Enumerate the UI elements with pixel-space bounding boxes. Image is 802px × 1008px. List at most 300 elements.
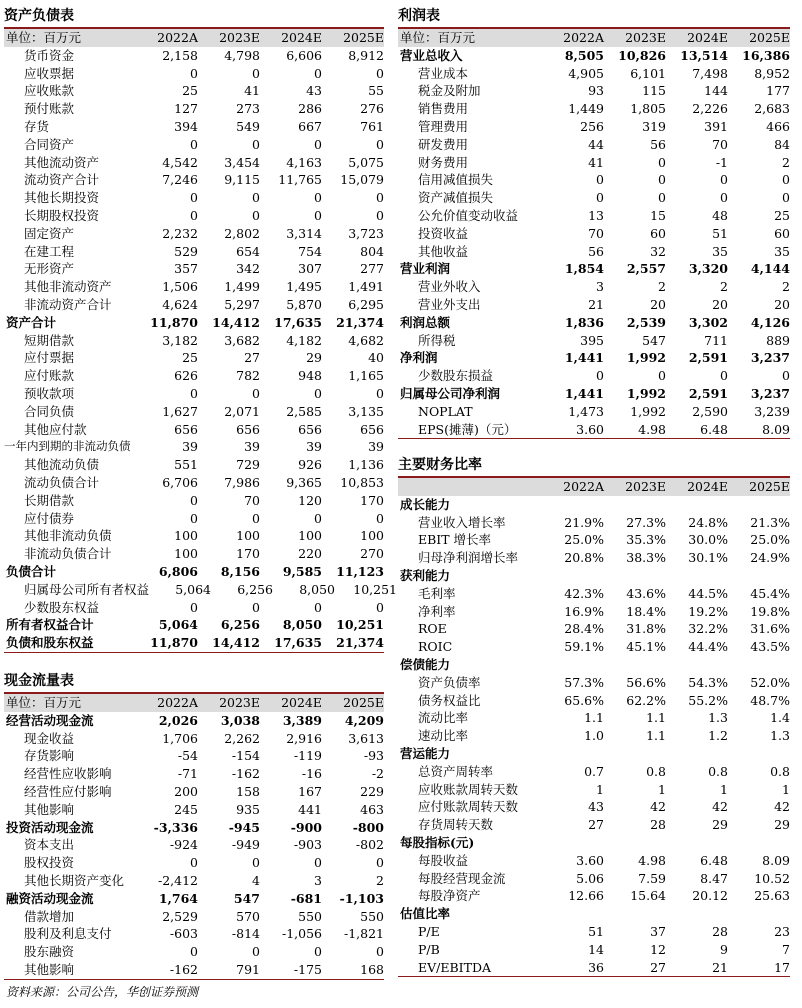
row-value: 2,232 [162, 225, 198, 241]
row-value: 32 [650, 243, 666, 259]
row-value: 245 [174, 801, 198, 817]
row-value: -1,056 [281, 926, 322, 942]
table-row [398, 638, 790, 656]
table-row [398, 82, 790, 100]
row-value: 2 [376, 872, 384, 888]
row-value: 16,386 [742, 47, 790, 63]
header-year: 2024E [687, 479, 728, 494]
table-row [4, 154, 384, 172]
row-value: 2,916 [286, 730, 322, 746]
row-value: 3,723 [348, 225, 384, 241]
table-row [4, 349, 384, 367]
row-label: 其他流动资产 [24, 154, 100, 170]
row-value: 8,050 [282, 617, 322, 633]
row-value: 0 [252, 510, 260, 526]
table-row [398, 923, 790, 941]
row-value: -924 [169, 837, 198, 853]
row-value: 0 [190, 190, 198, 206]
row-value: 0 [252, 207, 260, 223]
table-row [398, 47, 790, 65]
row-value: 948 [298, 368, 322, 384]
row-value: 24.9% [750, 550, 790, 566]
row-value: 2 [782, 279, 790, 295]
row-value: 10,251 [353, 581, 398, 597]
header-year: 2025E [749, 30, 790, 45]
row-value: 43.6% [626, 585, 666, 601]
table-row [4, 616, 384, 634]
table-row [398, 514, 790, 532]
row-label: 应收账款周转天数 [418, 781, 519, 797]
row-value: 28 [712, 923, 728, 939]
table-row [398, 496, 790, 514]
row-value: 395 [580, 332, 604, 348]
row-value: 1.4 [770, 710, 790, 726]
table-row [4, 474, 384, 492]
row-value: 51 [712, 225, 728, 241]
row-value: 70 [588, 225, 604, 241]
row-value: 23 [774, 923, 790, 939]
row-value: -16 [301, 766, 322, 782]
row-value: 319 [642, 118, 666, 134]
row-label: EPS(摊薄)（元） [418, 421, 517, 437]
row-value: 782 [236, 368, 260, 384]
row-value: -162 [231, 766, 260, 782]
row-value: 48.7% [750, 692, 790, 708]
row-value: 342 [236, 261, 260, 277]
row-value: 547 [233, 890, 260, 906]
row-label: NOPLAT [418, 403, 473, 419]
row-value: 8,505 [564, 47, 604, 63]
row-label: 每股指标(元) [400, 834, 475, 850]
row-value: 3,239 [754, 403, 790, 419]
row-value: 17,635 [274, 314, 322, 330]
row-value: 0 [782, 190, 790, 206]
row-value: 45.4% [750, 585, 790, 601]
row-value: 39 [182, 439, 198, 455]
row-value: -162 [169, 961, 198, 977]
table-row [4, 712, 384, 730]
row-value: 549 [236, 118, 260, 134]
row-value: 463 [360, 801, 384, 817]
row-value: 2,026 [158, 712, 198, 728]
row-value: 0 [376, 855, 384, 871]
row-label: 归属母公司净利润 [400, 385, 501, 401]
table-row [398, 692, 790, 710]
row-value: 2,591 [688, 385, 728, 401]
row-value: 3,135 [348, 403, 384, 419]
row-label: 总资产周转率 [418, 763, 494, 779]
row-value [604, 834, 666, 852]
row-value: 229 [360, 783, 384, 799]
row-label: 其他非流动负债 [24, 528, 112, 544]
row-value: 25.0% [750, 532, 790, 548]
table-row [398, 100, 790, 118]
row-value: 0 [190, 492, 198, 508]
row-value: 4.98 [638, 421, 666, 437]
row-label: 净利润 [400, 350, 438, 366]
row-value: 1,854 [564, 261, 604, 277]
table-row [398, 887, 790, 905]
row-value: 35 [774, 243, 790, 259]
row-value: 3,237 [750, 385, 790, 401]
table-row [4, 510, 384, 528]
row-value [542, 567, 604, 585]
table-row [398, 727, 790, 745]
row-value: 0 [376, 599, 384, 615]
row-value: 12.66 [568, 888, 604, 904]
row-value: 0 [190, 385, 198, 401]
row-value: 1 [658, 781, 666, 797]
row-value: 9,365 [286, 474, 322, 490]
row-value: 100 [298, 528, 322, 544]
row-label: 应付票据 [24, 350, 75, 366]
row-label: 所得税 [418, 332, 456, 348]
row-value: 45.1% [626, 639, 666, 655]
row-value: 27 [244, 350, 260, 366]
table-row [398, 763, 790, 781]
row-value: 30.1% [688, 550, 728, 566]
row-value: 31.8% [626, 621, 666, 637]
row-value: 43 [588, 799, 604, 815]
row-value: 52.0% [750, 674, 790, 690]
table-row [398, 296, 790, 314]
row-value: 158 [236, 783, 260, 799]
row-value: 0 [658, 368, 666, 384]
table-row [398, 136, 790, 154]
row-value: -949 [231, 837, 260, 853]
row-label: 获利能力 [400, 567, 451, 583]
row-value [542, 745, 604, 763]
row-value: 84 [774, 136, 790, 152]
row-value: 1 [782, 781, 790, 797]
row-value: 656 [174, 421, 198, 437]
row-value: 5,297 [224, 296, 260, 312]
row-value: 25.63 [754, 888, 790, 904]
row-value: 11,765 [278, 172, 322, 188]
row-value: 0 [314, 510, 322, 526]
row-value: 39 [306, 439, 322, 455]
row-value: 0 [252, 599, 260, 615]
row-value: 7 [782, 941, 790, 957]
row-label: 应收账款 [24, 83, 75, 99]
row-value: 170 [236, 546, 260, 562]
row-value: 15 [650, 207, 666, 223]
table-row [398, 941, 790, 959]
row-value: 3,314 [286, 225, 322, 241]
table-row [398, 189, 790, 207]
table-header-row [4, 694, 384, 712]
table-row [398, 278, 790, 296]
row-value: 2,529 [162, 908, 198, 924]
row-label: 所有者权益合计 [6, 617, 94, 633]
row-value: 17,635 [274, 635, 322, 651]
row-label: 借款增加 [24, 908, 75, 924]
income-statement-rows [398, 29, 790, 439]
row-value: -93 [363, 748, 384, 764]
row-value: 926 [298, 457, 322, 473]
table-row [4, 456, 384, 474]
row-value: 70 [244, 492, 260, 508]
row-value: 754 [298, 243, 322, 259]
row-value: 711 [704, 332, 728, 348]
table-row [4, 278, 384, 296]
row-value: 0 [190, 136, 198, 152]
row-value: 0 [252, 190, 260, 206]
row-value: 10.52 [754, 870, 790, 886]
table-row [4, 243, 384, 261]
header-unit: 单位：百万元 [400, 30, 476, 45]
table-row [398, 781, 790, 799]
row-value: 656 [298, 421, 322, 437]
header-year: 2025E [749, 479, 790, 494]
row-value: 1,506 [162, 279, 198, 295]
row-value: -800 [352, 819, 384, 835]
row-value: 41 [588, 154, 604, 170]
row-value: 0 [658, 172, 666, 188]
row-value: 56 [650, 136, 666, 152]
row-value: 21,374 [336, 635, 384, 651]
header-year: 2022A [563, 479, 604, 494]
row-label: 净利率 [418, 603, 456, 619]
table-row [398, 65, 790, 83]
row-value: 2,262 [224, 730, 260, 746]
row-label: 资产负债率 [418, 674, 481, 690]
table-row [398, 349, 790, 367]
row-value: -119 [293, 748, 322, 764]
row-value: 177 [766, 83, 790, 99]
row-value: 14 [588, 941, 604, 957]
table-row [398, 385, 790, 403]
row-value: 4,209 [344, 712, 384, 728]
row-value: 0 [190, 207, 198, 223]
table-row [4, 545, 384, 563]
row-value: 4,182 [286, 332, 322, 348]
row-value: 1,441 [564, 350, 604, 366]
row-value: 2,539 [626, 314, 666, 330]
row-value: 120 [298, 492, 322, 508]
row-value: 466 [766, 118, 790, 134]
row-label: 毛利率 [418, 585, 456, 601]
row-value: 3.60 [576, 852, 604, 868]
row-label: 其他应付款 [24, 421, 87, 437]
table-row [4, 82, 384, 100]
table-row [4, 765, 384, 783]
row-value: 35.3% [626, 532, 666, 548]
row-label: 公允价值变动收益 [418, 207, 519, 223]
row-value: 7,986 [224, 474, 260, 490]
table-row [4, 367, 384, 385]
row-value: 4,682 [348, 332, 384, 348]
table-row [4, 65, 384, 83]
row-value: 0.8 [770, 763, 790, 779]
row-value: 21 [588, 296, 604, 312]
row-value: 0 [658, 190, 666, 206]
row-value: 3 [596, 279, 604, 295]
row-value: 804 [360, 243, 384, 259]
row-value: -2 [371, 766, 384, 782]
table-row [398, 870, 790, 888]
row-value: 8,156 [220, 563, 260, 579]
row-value: 2,071 [224, 403, 260, 419]
row-value: 0 [376, 510, 384, 526]
row-value: 24.8% [688, 514, 728, 530]
table-row [4, 819, 384, 837]
table-row [398, 745, 790, 763]
table-row [4, 403, 384, 421]
row-value: 1.1 [646, 710, 666, 726]
row-value: 0 [596, 172, 604, 188]
row-value: 20.8% [564, 550, 604, 566]
row-value: 2,226 [692, 101, 728, 117]
row-value: -903 [293, 837, 322, 853]
row-value: 1.3 [708, 710, 728, 726]
row-label: 偿债能力 [400, 656, 451, 672]
row-label: 一年内到期的非流动负债 [4, 439, 131, 454]
row-value: 55.2% [688, 692, 728, 708]
row-value: 0 [314, 855, 322, 871]
row-value: 6,806 [158, 563, 198, 579]
row-value: 1,441 [564, 385, 604, 401]
row-value: 1 [720, 781, 728, 797]
row-value: -54 [177, 748, 198, 764]
row-value: 791 [236, 961, 260, 977]
row-value: -681 [290, 890, 322, 906]
header-year: 2024E [281, 695, 322, 710]
row-value: 38.3% [626, 550, 666, 566]
row-value: -814 [231, 926, 260, 942]
row-value: -71 [177, 766, 198, 782]
row-value: 2,590 [692, 403, 728, 419]
row-value: 170 [360, 492, 384, 508]
row-value: 667 [298, 118, 322, 134]
row-value: 270 [360, 546, 384, 562]
table-row [398, 620, 790, 638]
row-value: 28.4% [564, 621, 604, 637]
row-value: 70 [712, 136, 728, 152]
row-label: 归母净利润增长率 [418, 550, 519, 566]
row-value [604, 656, 666, 674]
row-label: 存货周转天数 [418, 817, 494, 833]
row-value: 256 [580, 118, 604, 134]
row-value: 0 [596, 368, 604, 384]
row-value: 2 [720, 279, 728, 295]
row-label: 经营活动现金流 [6, 712, 94, 728]
row-value: 761 [360, 118, 384, 134]
row-value: 550 [298, 908, 322, 924]
row-label: 其他影响 [24, 801, 75, 817]
row-value: 42 [712, 799, 728, 815]
cashflow-title: 现金流量表 [4, 670, 384, 694]
row-value [542, 656, 604, 674]
row-value: 11,123 [336, 563, 384, 579]
row-value: -175 [293, 961, 322, 977]
row-label: 应付债券 [24, 510, 75, 526]
row-value [604, 745, 666, 763]
row-value: 4,624 [162, 296, 198, 312]
row-value: 0 [252, 65, 260, 81]
row-value: -603 [169, 926, 198, 942]
row-value: 3,320 [688, 261, 728, 277]
row-label: 合同负债 [24, 403, 75, 419]
row-label: 营业总收入 [400, 47, 463, 63]
row-value: 44.5% [688, 585, 728, 601]
row-value: 0 [314, 385, 322, 401]
row-value: 626 [174, 368, 198, 384]
row-label: 经营性应付影响 [24, 783, 112, 799]
table-row [4, 961, 384, 979]
row-value: 570 [236, 908, 260, 924]
row-label: 其他收益 [418, 243, 469, 259]
table-row [398, 585, 790, 603]
row-value: 307 [298, 261, 322, 277]
row-value: 10,826 [618, 47, 666, 63]
table-row [398, 225, 790, 243]
row-label: 少数股东权益 [24, 599, 100, 615]
row-value: -802 [355, 837, 384, 853]
row-value: 654 [236, 243, 260, 259]
row-value: 56 [588, 243, 604, 259]
row-label: 资本支出 [24, 837, 75, 853]
row-value: 19.2% [688, 603, 728, 619]
row-value: 1 [596, 781, 604, 797]
income-statement-title: 利润表 [398, 5, 790, 29]
row-label: EBIT 增长率 [418, 532, 492, 548]
table-row [4, 527, 384, 545]
row-value: 0 [314, 190, 322, 206]
row-value: 28 [650, 817, 666, 833]
row-label: 短期借款 [24, 332, 75, 348]
row-value: 6,606 [286, 47, 322, 63]
row-value: 0 [720, 190, 728, 206]
table-row [398, 709, 790, 727]
table-row [398, 567, 790, 585]
row-value: 100 [236, 528, 260, 544]
cashflow-rows [4, 694, 384, 980]
row-value: 27.3% [626, 514, 666, 530]
row-label: 股利及利息支付 [24, 926, 112, 942]
row-label: 每股经营现金流 [418, 870, 506, 886]
row-value: 100 [174, 528, 198, 544]
row-label: 负债合计 [6, 563, 57, 579]
table-row [4, 314, 384, 332]
row-value: 4,798 [224, 47, 260, 63]
row-value: 1.1 [584, 710, 604, 726]
row-value: 1,706 [162, 730, 198, 746]
table-row [398, 171, 790, 189]
row-label: 研发费用 [418, 136, 469, 152]
row-value: 127 [174, 101, 198, 117]
row-value: 1,992 [626, 350, 666, 366]
row-label: 流动负债合计 [24, 474, 100, 490]
row-value: 18.4% [626, 603, 666, 619]
row-value [604, 496, 666, 514]
header-year: 2025E [343, 695, 384, 710]
row-value: 144 [704, 83, 728, 99]
table-row [398, 421, 790, 439]
row-value: 43 [306, 83, 322, 99]
row-value: 9,585 [282, 563, 322, 579]
row-value: -1,821 [343, 926, 384, 942]
row-value: 2 [658, 279, 666, 295]
table-row [398, 403, 790, 421]
row-value [666, 496, 728, 514]
row-label: 非流动资产合计 [24, 296, 112, 312]
ratios-table [398, 454, 790, 977]
row-value: 200 [174, 783, 198, 799]
row-value: 4,126 [750, 314, 790, 330]
row-value: 16.9% [564, 603, 604, 619]
row-value: 0 [720, 368, 728, 384]
